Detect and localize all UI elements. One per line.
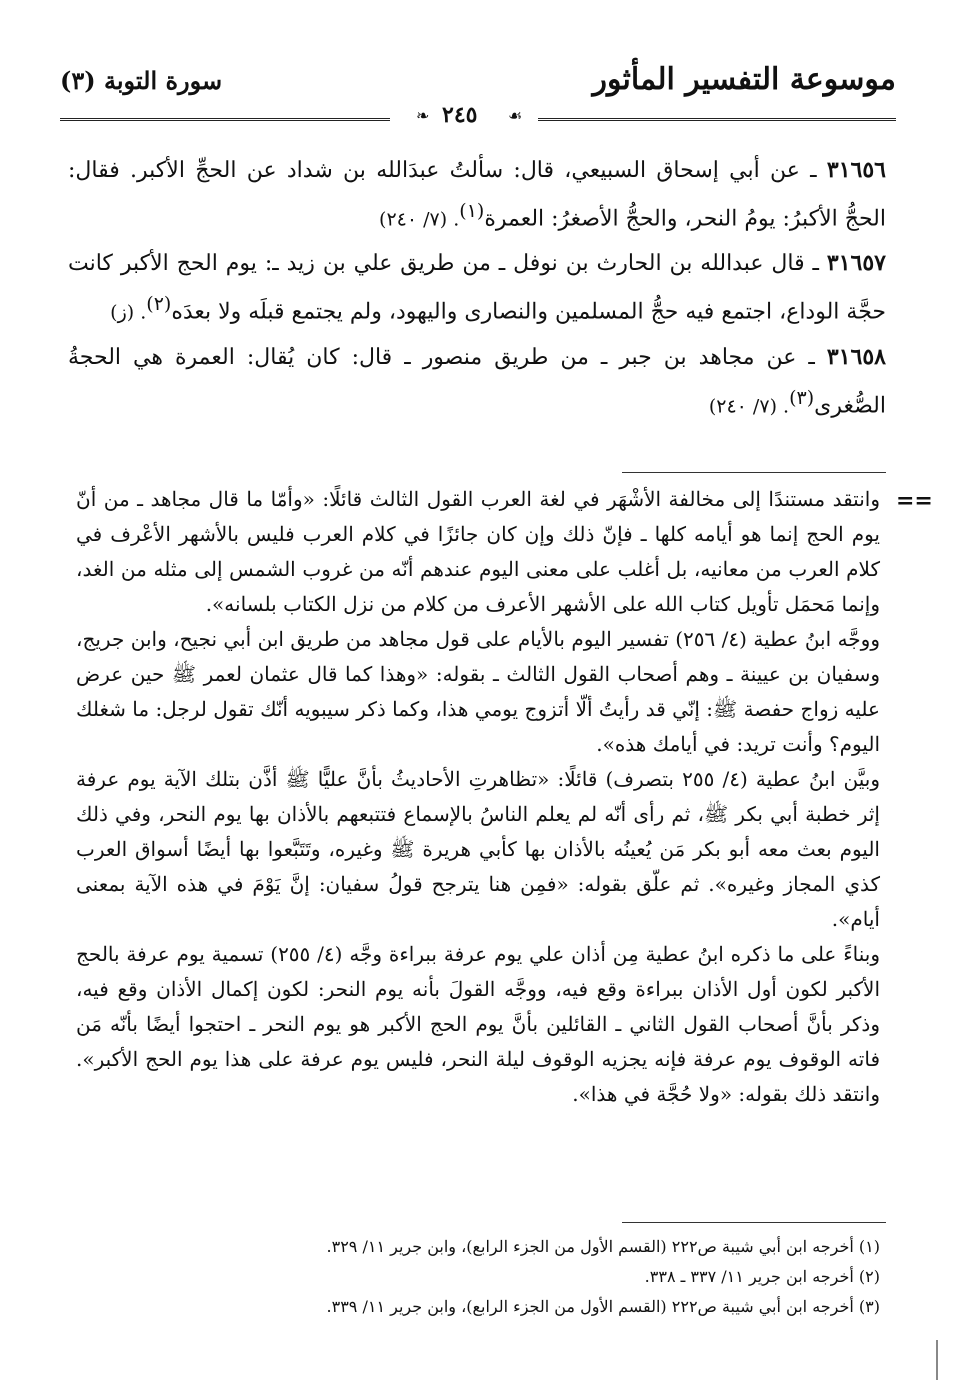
footnote-2: (٢) أخرجه ابن جرير ١١/ ٣٣٧ ـ ٣٣٨. (644, 1267, 880, 1286)
note-paragraph: وبيَّن ابنُ عطية (٤/ ٢٥٥ بتصرف) قائلًا: «تظاهرتِ الأحاديثُ بأنَّ عليًّا ﷺ أذَّن بتلك الآية يوم عرفة إثر خطبة أبي بكر ﷺ، ثم رأى أنّه لم يعلم الناسُ بالإسماع فتتبعهم بالأذان بها يوم النحر، وفي ذلك اليوم بعث معه أبو بكر مَن يُعينُه بالأذان بها كأبي هريرة ﷺ وغيره، وتَتَبَّعوا بها أيضًا أسواق العرب كذي المجاز وغيره». ثم علّق بقوله: «فمِن هنا يترجح قولُ سفيان: إنَّ يَوْمَ في هذه الآية بمعنى أيام». (76, 767, 880, 931)
entry-number: ٣١٦٥٧ (826, 250, 886, 277)
footnotes (76, 1232, 880, 1322)
entry-31657 (68, 243, 886, 332)
notes-continuation-marker: == (896, 488, 933, 514)
entry-text: ـ قال عبدالله بن الحارث بن نوفل ـ من طريق علي بن زيد ـ: يوم الحج الأكبر كانت حجَّة الوداع، اجتمع فيه حجُّ المسلمين والنصارى واليهود، ولم يجتمع قبلَه ولا بعدَه (68, 251, 886, 325)
commentary-notes (76, 482, 880, 1112)
page-number: ٢٤٥ (442, 102, 478, 128)
entry-tail: . (٧/ ٢٤٠) (708, 394, 790, 417)
notes-separator (622, 472, 886, 473)
book-title: موسوعة التفسير المأثور (592, 62, 896, 97)
note-paragraph: ووجَّه ابنُ عطية (٤/ ٢٥٦) تفسير اليوم بالأيام على قول مجاهد من طريق ابن أبي نجيح، وابن جريج، وسفيان بن عيينة ـ وهم أصحاب القول الثالث ـ بقوله: «وهذا كما قال عثمان لعمر ﷺ حين عرض عليه زواج حفصة ﷺ: إنّي قد رأيتُ ألّا أتزوج يومي هذا، وكما ذكر سيبويه أنّك تقول لرجل: ما شغلك اليوم؟ وأنت تريد: في أيامك هذه». (76, 627, 880, 756)
page-header (60, 62, 896, 128)
ornament-left-icon: ❧ (416, 106, 430, 125)
entry-31658 (68, 337, 886, 426)
note-paragraph: وانتقد مستندًا إلى مخالفة الأشْهَر في لغة العرب القول الثالث قائلًا: «وأمّا ما قال مجاهد ـ من أنّ يوم الحج إنما هو أيامه كلها ـ فإنّ ذلك وإن كان جائزًا في كلام العرب فليس بالأشهر الأعْرف في كلام العرب من معانيه، بل أغلب على معنى اليوم عندهم أنّه من غروب الشمس إلى مثله من الغد، وإنما مَحمَل تأويل كتاب الله على الأشهر الأعرف من كلام من نزل الكتاب بلسانه». (76, 487, 880, 616)
main-text (68, 150, 886, 430)
ornament-right-icon: ☙ (508, 106, 523, 125)
footnote-ref: (١) (459, 200, 485, 222)
header-rule-left (60, 118, 390, 121)
entry-number: ٣١٦٥٨ (826, 343, 886, 370)
footnote-ref: (٢) (146, 293, 172, 316)
entry-text: ـ عن أبي إسحاق السبيعي، قال: سألتُ عبدَالله بن شداد عن الحجِّ الأكبر. فقال: الحجُّ الأكبرُ: يومُ النحر، والحجُّ الأصغرُ: العمرة (68, 158, 886, 232)
entry-text: ـ عن مجاهد بن جبر ـ من طريق منصور ـ قال: كان يُقال: العمرة هي الحجةُ الصُّغرى (68, 344, 886, 418)
page-edge-mark (936, 1340, 938, 1380)
entry-31656 (68, 150, 886, 239)
footnotes-separator (622, 1222, 886, 1223)
footnote-ref: (٣) (789, 386, 815, 409)
entry-tail: . (ز) (110, 301, 147, 324)
entry-number: ٣١٦٥٦ (826, 157, 886, 183)
note-paragraph: وبناءً على ما ذكره ابنُ عطية مِن أذان علي يوم عرفة ببراءة وجَّه (٤/ ٢٥٥) تسمية يوم عرفة بالحج الأكبر لكون أول الأذان ببراءة وقع فيه، ووجَّه القولَ بأنه يوم النحر: لكون إكمال الأذان وقع فيه، وذكر بأنَّ أصحاب القول الثاني ـ القائلين بأنَّ يوم الحج الأكبر هو يوم النحر ـ احتجوا أيضًا بأنّه مَن فاته الوقوف يوم عرفة فإنه يجزيه الوقوف ليلة النحر، فليس يوم عرفة على هذا يوم الحج الأكبر». وانتقد ذلك بقوله: «ولا حُجَّة في هذا». (76, 942, 880, 1106)
surah-title: سورة التوبة (٣) (60, 66, 223, 95)
footnote-1: (١) أخرجه ابن أبي شيبة ص٢٢٢ (القسم الأول من الجزء الرابع)، وابن جرير ١١/ ٣٢٩. (326, 1237, 880, 1256)
entry-tail: . (٧/ ٢٤٠) (379, 208, 460, 231)
header-rule-right (538, 118, 896, 121)
footnote-3: (٣) أخرجه ابن أبي شيبة ص٢٢٢ (القسم الأول من الجزء الرابع)، وابن جرير ١١/ ٣٣٩. (326, 1297, 880, 1316)
